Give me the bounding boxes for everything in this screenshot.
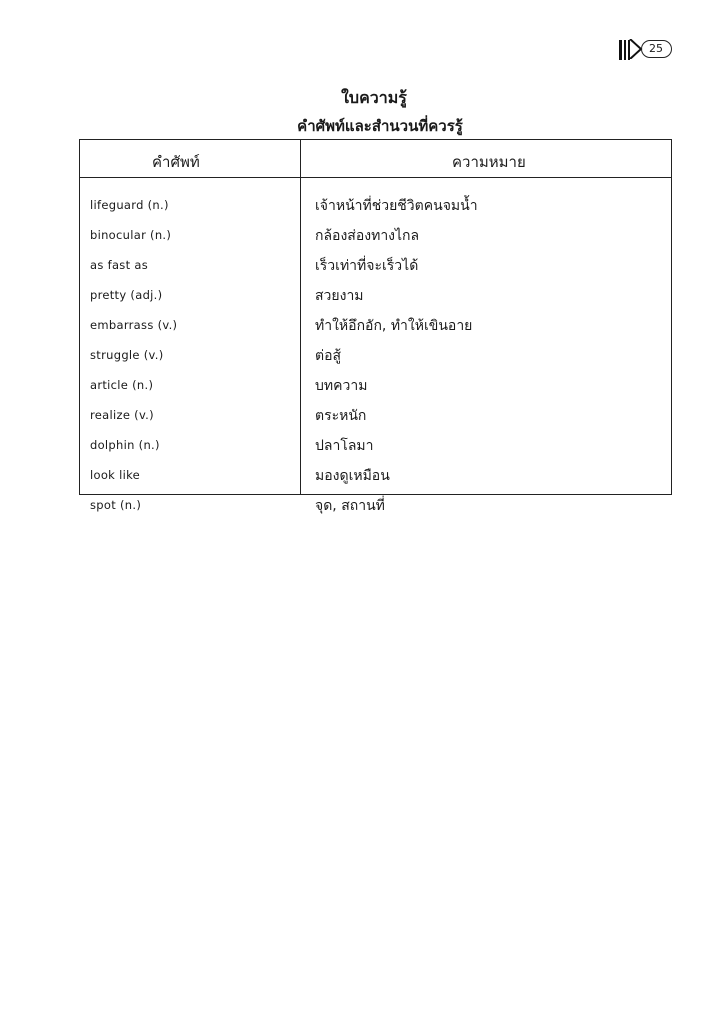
row-meaning: มองดูเหมือน	[315, 468, 390, 484]
page-title: ใบความรู้	[341, 88, 407, 107]
row-word: dolphin (n.)	[90, 438, 160, 452]
vocabulary-rows	[80, 189, 671, 519]
row-meaning: ตระหนัก	[315, 408, 367, 424]
page-number-marker	[619, 39, 675, 61]
table-row	[80, 489, 671, 519]
table-row	[80, 459, 671, 489]
row-meaning: กล้องส่องทางไกล	[315, 228, 420, 244]
header-word: คำศัพท์	[152, 153, 200, 171]
vocabulary-table	[79, 139, 672, 514]
table-row	[80, 189, 671, 219]
table-row	[80, 279, 671, 309]
table-row	[80, 339, 671, 369]
header-meaning: ความหมาย	[452, 153, 526, 171]
row-meaning: บทความ	[315, 378, 368, 394]
row-meaning: ต่อสู้	[315, 348, 342, 364]
row-word: look like	[90, 468, 140, 482]
page-subtitle: คำศัพท์และสำนวนที่ควรรู้	[297, 117, 463, 135]
row-word: as fast as	[90, 258, 148, 272]
row-meaning: จุด, สถานที่	[315, 498, 385, 514]
header-divider	[80, 177, 671, 178]
table-row	[80, 399, 671, 429]
row-word: lifeguard (n.)	[90, 198, 169, 212]
row-meaning: ทำให้อึกอัก, ทำให้เขินอาย	[315, 318, 473, 334]
row-meaning: เร็วเท่าที่จะเร็วได้	[315, 258, 419, 274]
table-row	[80, 219, 671, 249]
row-meaning: สวยงาม	[315, 288, 364, 304]
page-number: 25	[641, 40, 672, 58]
row-word: spot (n.)	[90, 498, 142, 512]
table-row	[80, 249, 671, 279]
row-word: embarrass (v.)	[90, 318, 178, 332]
row-word: article (n.)	[90, 378, 154, 392]
row-word: realize (v.)	[90, 408, 154, 422]
row-meaning: เจ้าหน้าที่ช่วยชีวิตคนจมน้ำ	[315, 198, 478, 214]
row-word: struggle (v.)	[90, 348, 164, 362]
row-meaning: ปลาโลมา	[315, 438, 374, 454]
row-word: binocular (n.)	[90, 228, 172, 242]
table-row	[80, 429, 671, 459]
table-row	[80, 369, 671, 399]
row-word: pretty (adj.)	[90, 288, 163, 302]
table-row	[80, 309, 671, 339]
